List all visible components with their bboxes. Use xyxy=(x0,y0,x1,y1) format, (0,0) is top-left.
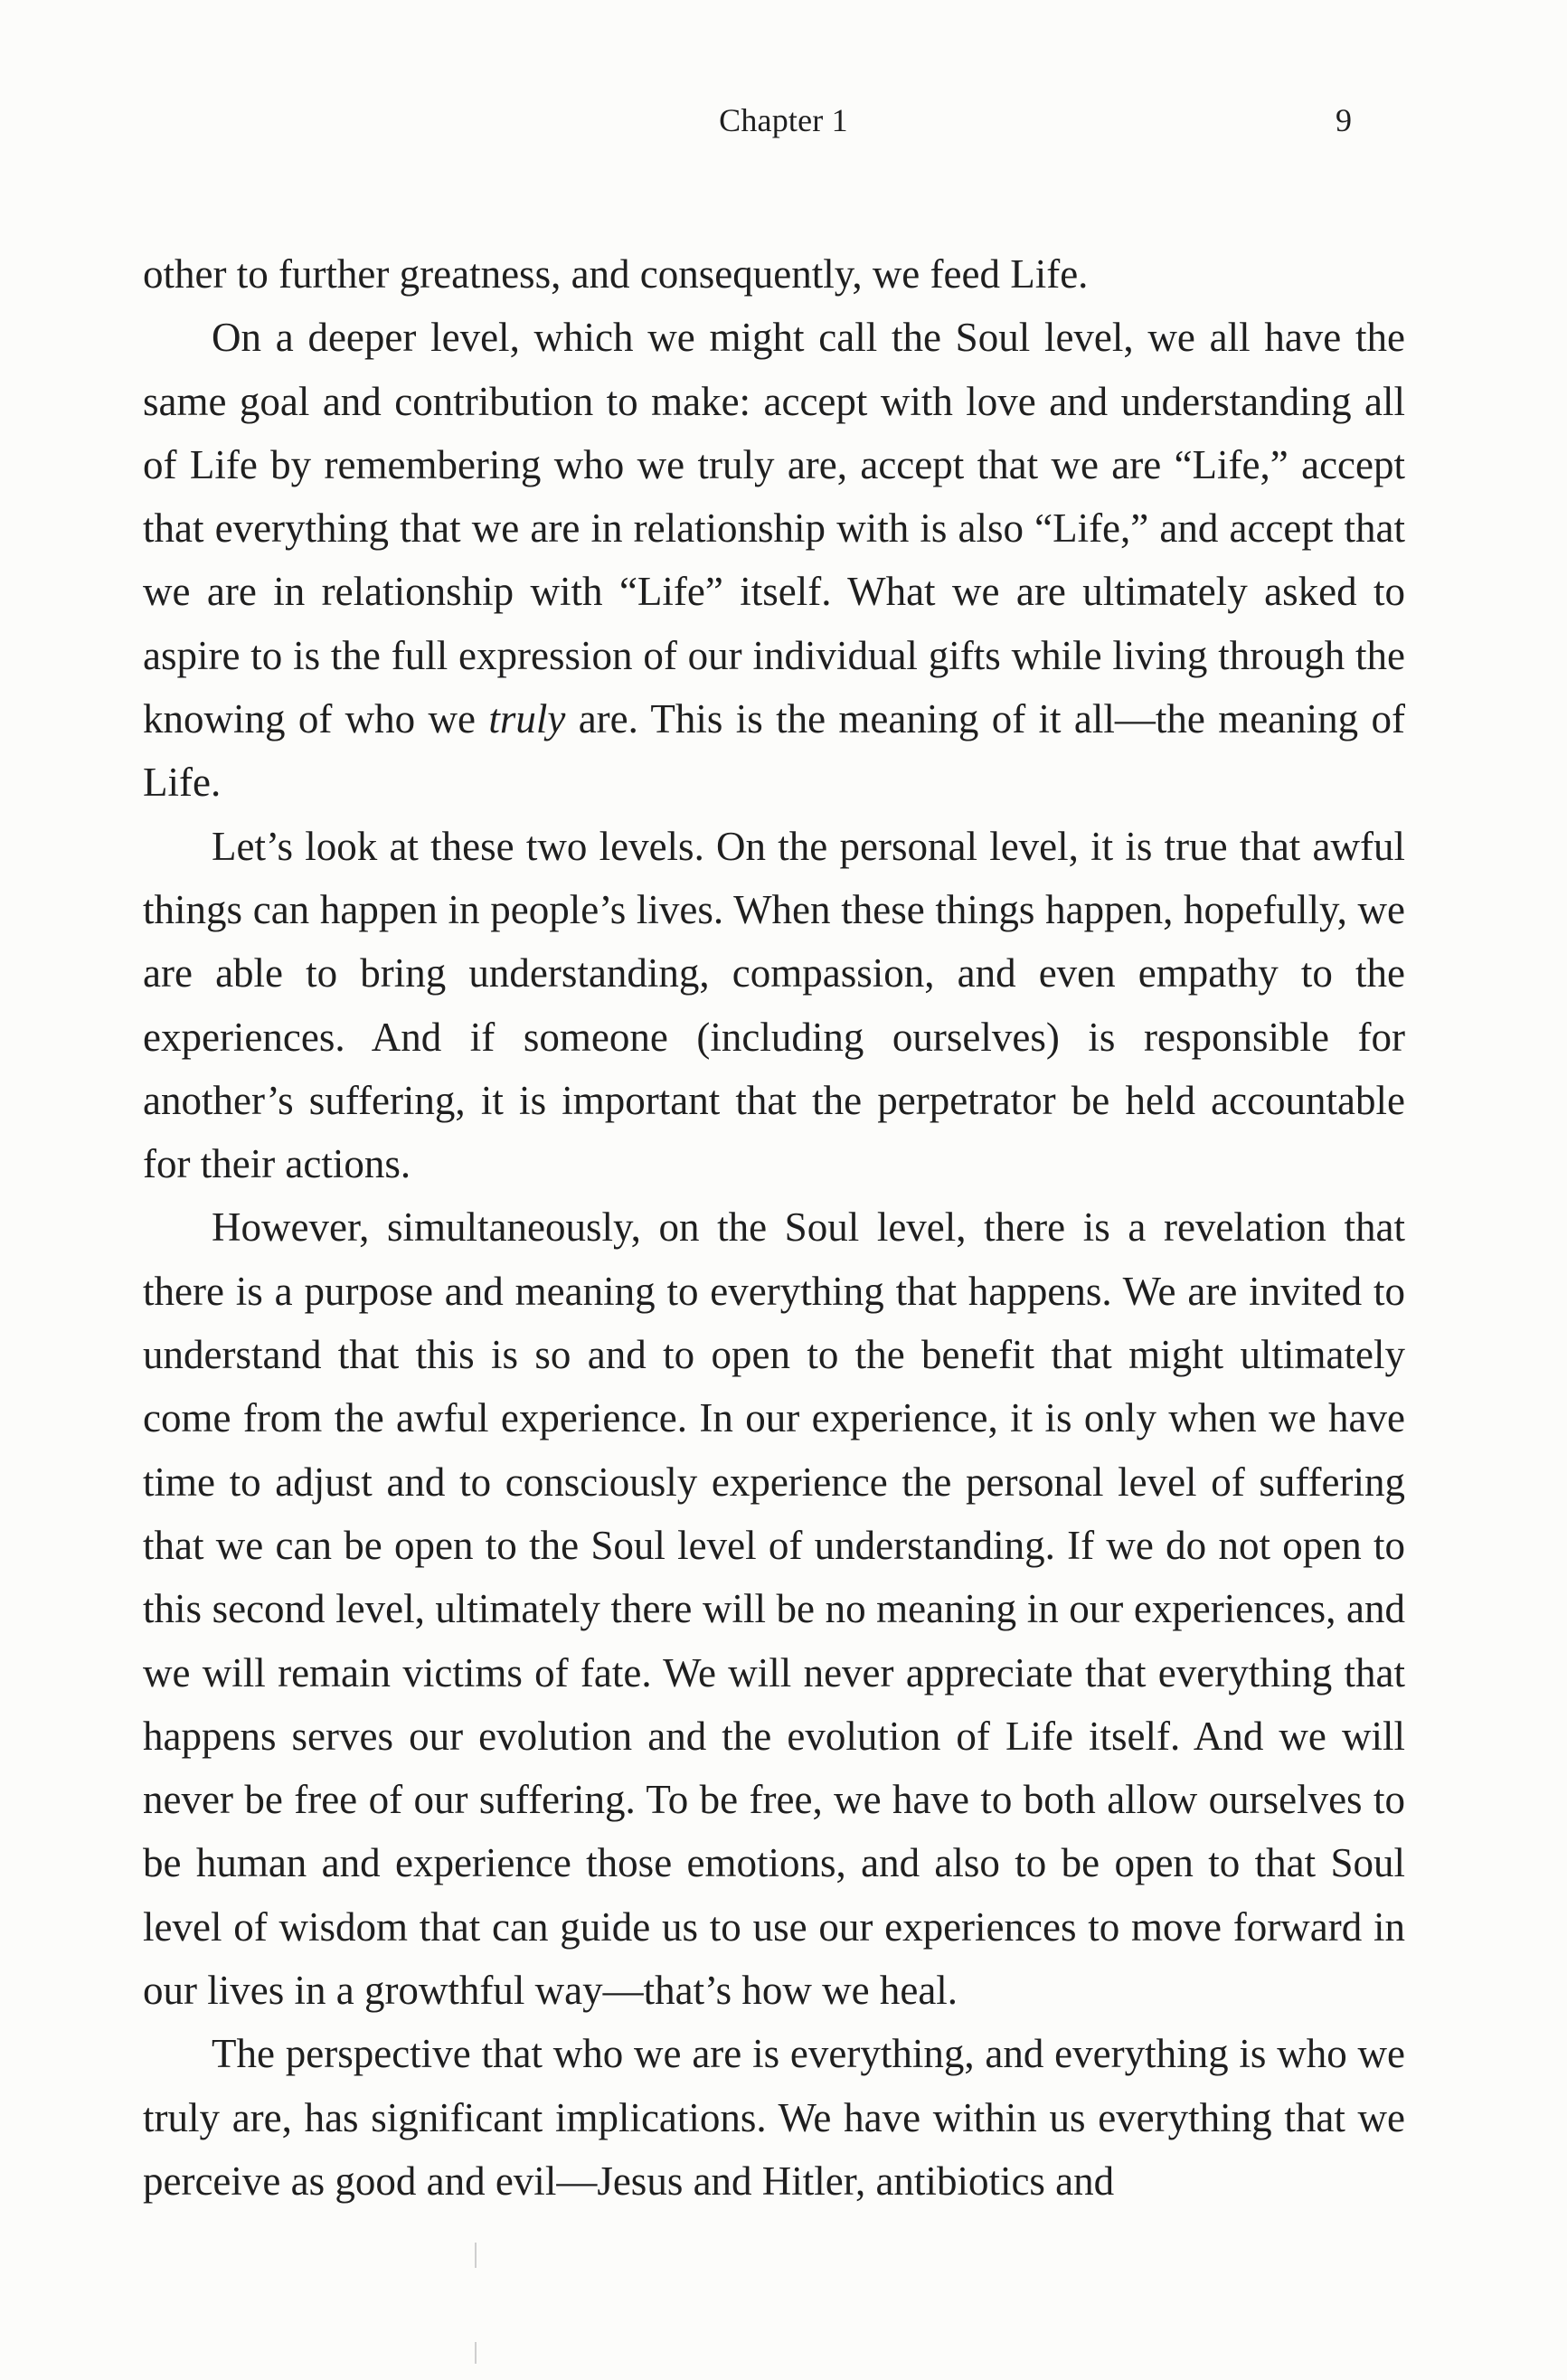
paragraph-1: other to further greatness, and consequently, we feed Life. xyxy=(143,251,1089,297)
paragraph-2-text-a: On a deeper level, which we might call the Soul level, we all have the same goal and contribution to make: accept with love and understanding all of Life by remembering who we truly are, accept that we are “Life,” accept that everything that we are in relationship with is also “Life,” and accept that we are in relationship with “Life” itself. What we are ultimately asked to aspire to is the full expression of our individual gifts while living through the knowing of who we xyxy=(143,315,1405,742)
paragraph-4: However, simultaneously, on the Soul level, there is a revelation that there is a purpose and meaning to everything that happens. We are invited to understand that this is so and to open to the benefit that might ultimately come from the awful experience. In our experience, it is only when we have time to adjust and to consciously experience the personal level of suffering that we can be open to the Soul level of understanding. If we do not open to this second level, ultimately there will be no meaning in our experiences, and we will remain victims of fate. We will never appreciate that everything that happens serves our evolution and the evolution of Life itself. And we will never be free of our suffering. To be free, we have to both allow ourselves to be human and experience those emotions, and also to be open to that Soul level of wisdom that can guide us to use our experiences to move forward in our lives in a growthful way—that’s how we heal. xyxy=(143,1204,1405,2014)
emphasis-truly: truly xyxy=(488,696,566,742)
paragraph-5: The perspective that who we are is everything, and everything is who we truly are, has significant implications. We have within us everything that we perceive as good and evil—Jesus and Hitler, antibiotics and xyxy=(143,2031,1405,2204)
running-header xyxy=(0,101,1567,148)
scan-artifact-line xyxy=(475,2243,477,2268)
body-text xyxy=(143,242,1405,2213)
paragraph-2-text-b: are. This is the meaning of it all—the meaning of Life. xyxy=(143,696,1405,806)
paragraph-2 xyxy=(143,306,1405,814)
chapter-title: Chapter 1 xyxy=(719,102,848,138)
scan-artifact-line xyxy=(475,2342,477,2364)
paragraph-3: Let’s look at these two levels. On the personal level, it is true that awful things can happen in people’s lives. When these things happen, hopefully, we are able to bring understanding, compassion, and even empathy to the experiences. And if someone (including ourselves) is responsible for another’s suffering, it is important that the perpetrator be held accountable for their actions. xyxy=(143,823,1405,1187)
page-number: 9 xyxy=(1336,102,1352,138)
